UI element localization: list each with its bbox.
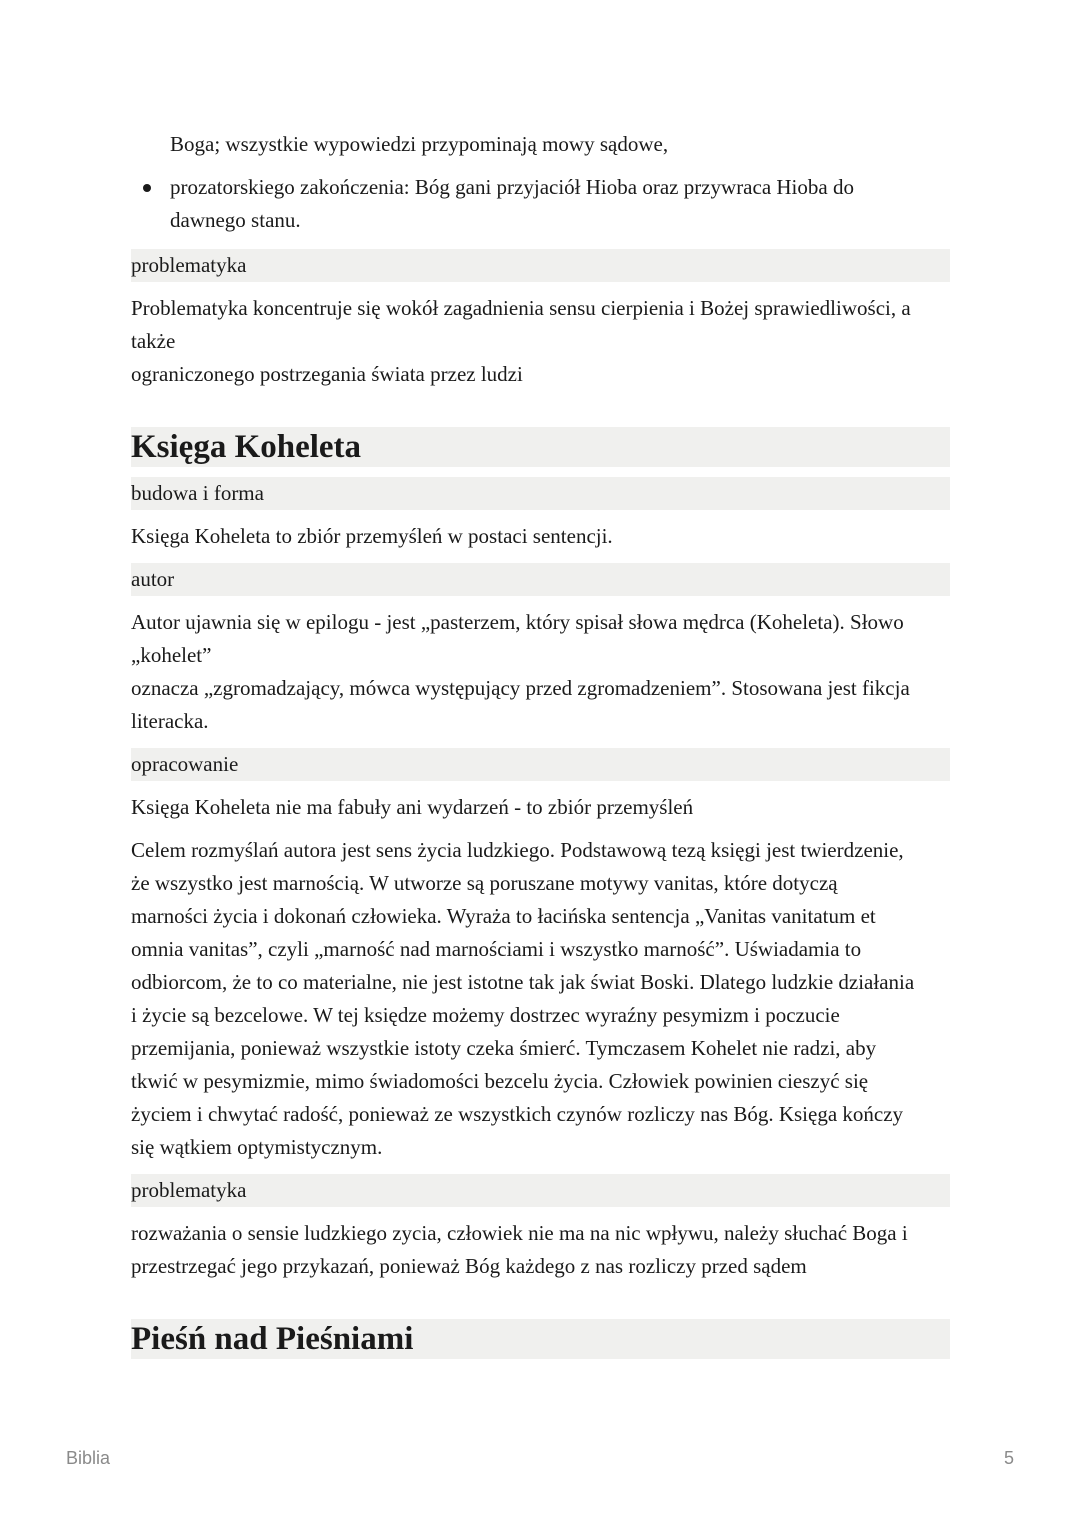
text-line: przemijania, ponieważ wszystkie istoty czeka śmierć. Tymczasem Kohelet nie radzi, aby [131,1036,877,1060]
text-line: że wszystko jest marnością. W utworze są poruszane motywy vanitas, które dotyczą [131,871,838,895]
opracowanie-text [131,834,950,1164]
text-line: także [131,329,176,353]
section-label-budowa: budowa i forma [131,477,950,510]
text-line: literacka. [131,709,209,733]
autor-text [131,606,950,738]
text-line: ograniczonego postrzegania świata przez ludzi [131,362,523,386]
text-line: i życie są bezcelowe. W tej księdze możemy dostrzec wyraźny pesymizm i poczucie [131,1003,840,1027]
bullet-icon [143,184,151,192]
continued-text: Boga; wszystkie wypowiedzi przypominają mowy sądowe, [170,132,669,156]
text-line: oznacza „zgromadzający, mówca występujący przed zgromadzeniem”. Stosowana jest fikcja [131,676,910,700]
list-item [131,171,950,237]
text-line: rozważania o sensie ludzkiego zycia, człowiek nie ma na nic wpływu, należy słuchać Boga i [131,1221,908,1245]
problematyka-text [131,292,950,391]
text-line: życiem i chwytać radość, ponieważ ze wszystkich czynów rozliczy nas Bóg. Księga kończy [131,1102,904,1126]
opracowanie-intro: Księga Koheleta nie ma fabuły ani wydarzeń - to zbiór przemyśleń [131,795,694,819]
list-item-line: prozatorskiego zakończenia: Bóg gani przyjaciół Hioba oraz przywraca Hioba do [170,175,854,199]
list-item-line: dawnego stanu. [170,208,301,232]
page-number: 5 [1003,1448,1014,1468]
heading-ksiega-koheleta: Księga Koheleta [131,427,950,467]
text-line: odbiorcom, że to co materialne, nie jest istotne tak jak świat Boski. Dlatego ludzkie działania [131,970,915,994]
text-line: Celem rozmyślań autora jest sens życia ludzkiego. Podstawową tezą księgi jest twierdzenie, [131,838,904,862]
problematyka-koheleta-text [131,1217,950,1283]
bullet-list [131,171,950,237]
footer-title: Biblia [66,1448,111,1468]
text-line: przestrzegać jego przykazań, ponieważ Bóg każdego z nas rozliczy przed sądem [131,1254,807,1278]
text-line: „kohelet” [131,643,212,667]
text-line: się wątkiem optymistycznym. [131,1135,383,1159]
text-line: tkwić w pesymizmie, mimo świadomości bezcelu życia. Człowiek powinien cieszyć się [131,1069,869,1093]
section-label-opracowanie: opracowanie [131,748,950,781]
section-label-autor: autor [131,563,950,596]
text-line: Autor ujawnia się w epilogu - jest „pasterzem, który spisał słowa mędrca (Koheleta). Słowo [131,610,904,634]
text-line: omnia vanitas”, czyli „marność nad marnościami i wszystko marność”. Uświadamia to [131,937,862,961]
heading-piesn-nad-piesniami: Pieśń nad Pieśniami [131,1319,950,1359]
text-line: marności życia i dokonań człowieka. Wyraża to łacińska sentencja „Vanitas vanitatum et [131,904,876,928]
budowa-text: Księga Koheleta to zbiór przemyśleń w postaci sentencji. [131,524,613,548]
section-label-problematyka: problematyka [131,249,950,282]
text-line: Problematyka koncentruje się wokół zagadnienia sensu cierpienia i Bożej sprawiedliwości, a [131,296,911,320]
document-page [131,128,950,1369]
section-label-problematyka-koheleta: problematyka [131,1174,950,1207]
